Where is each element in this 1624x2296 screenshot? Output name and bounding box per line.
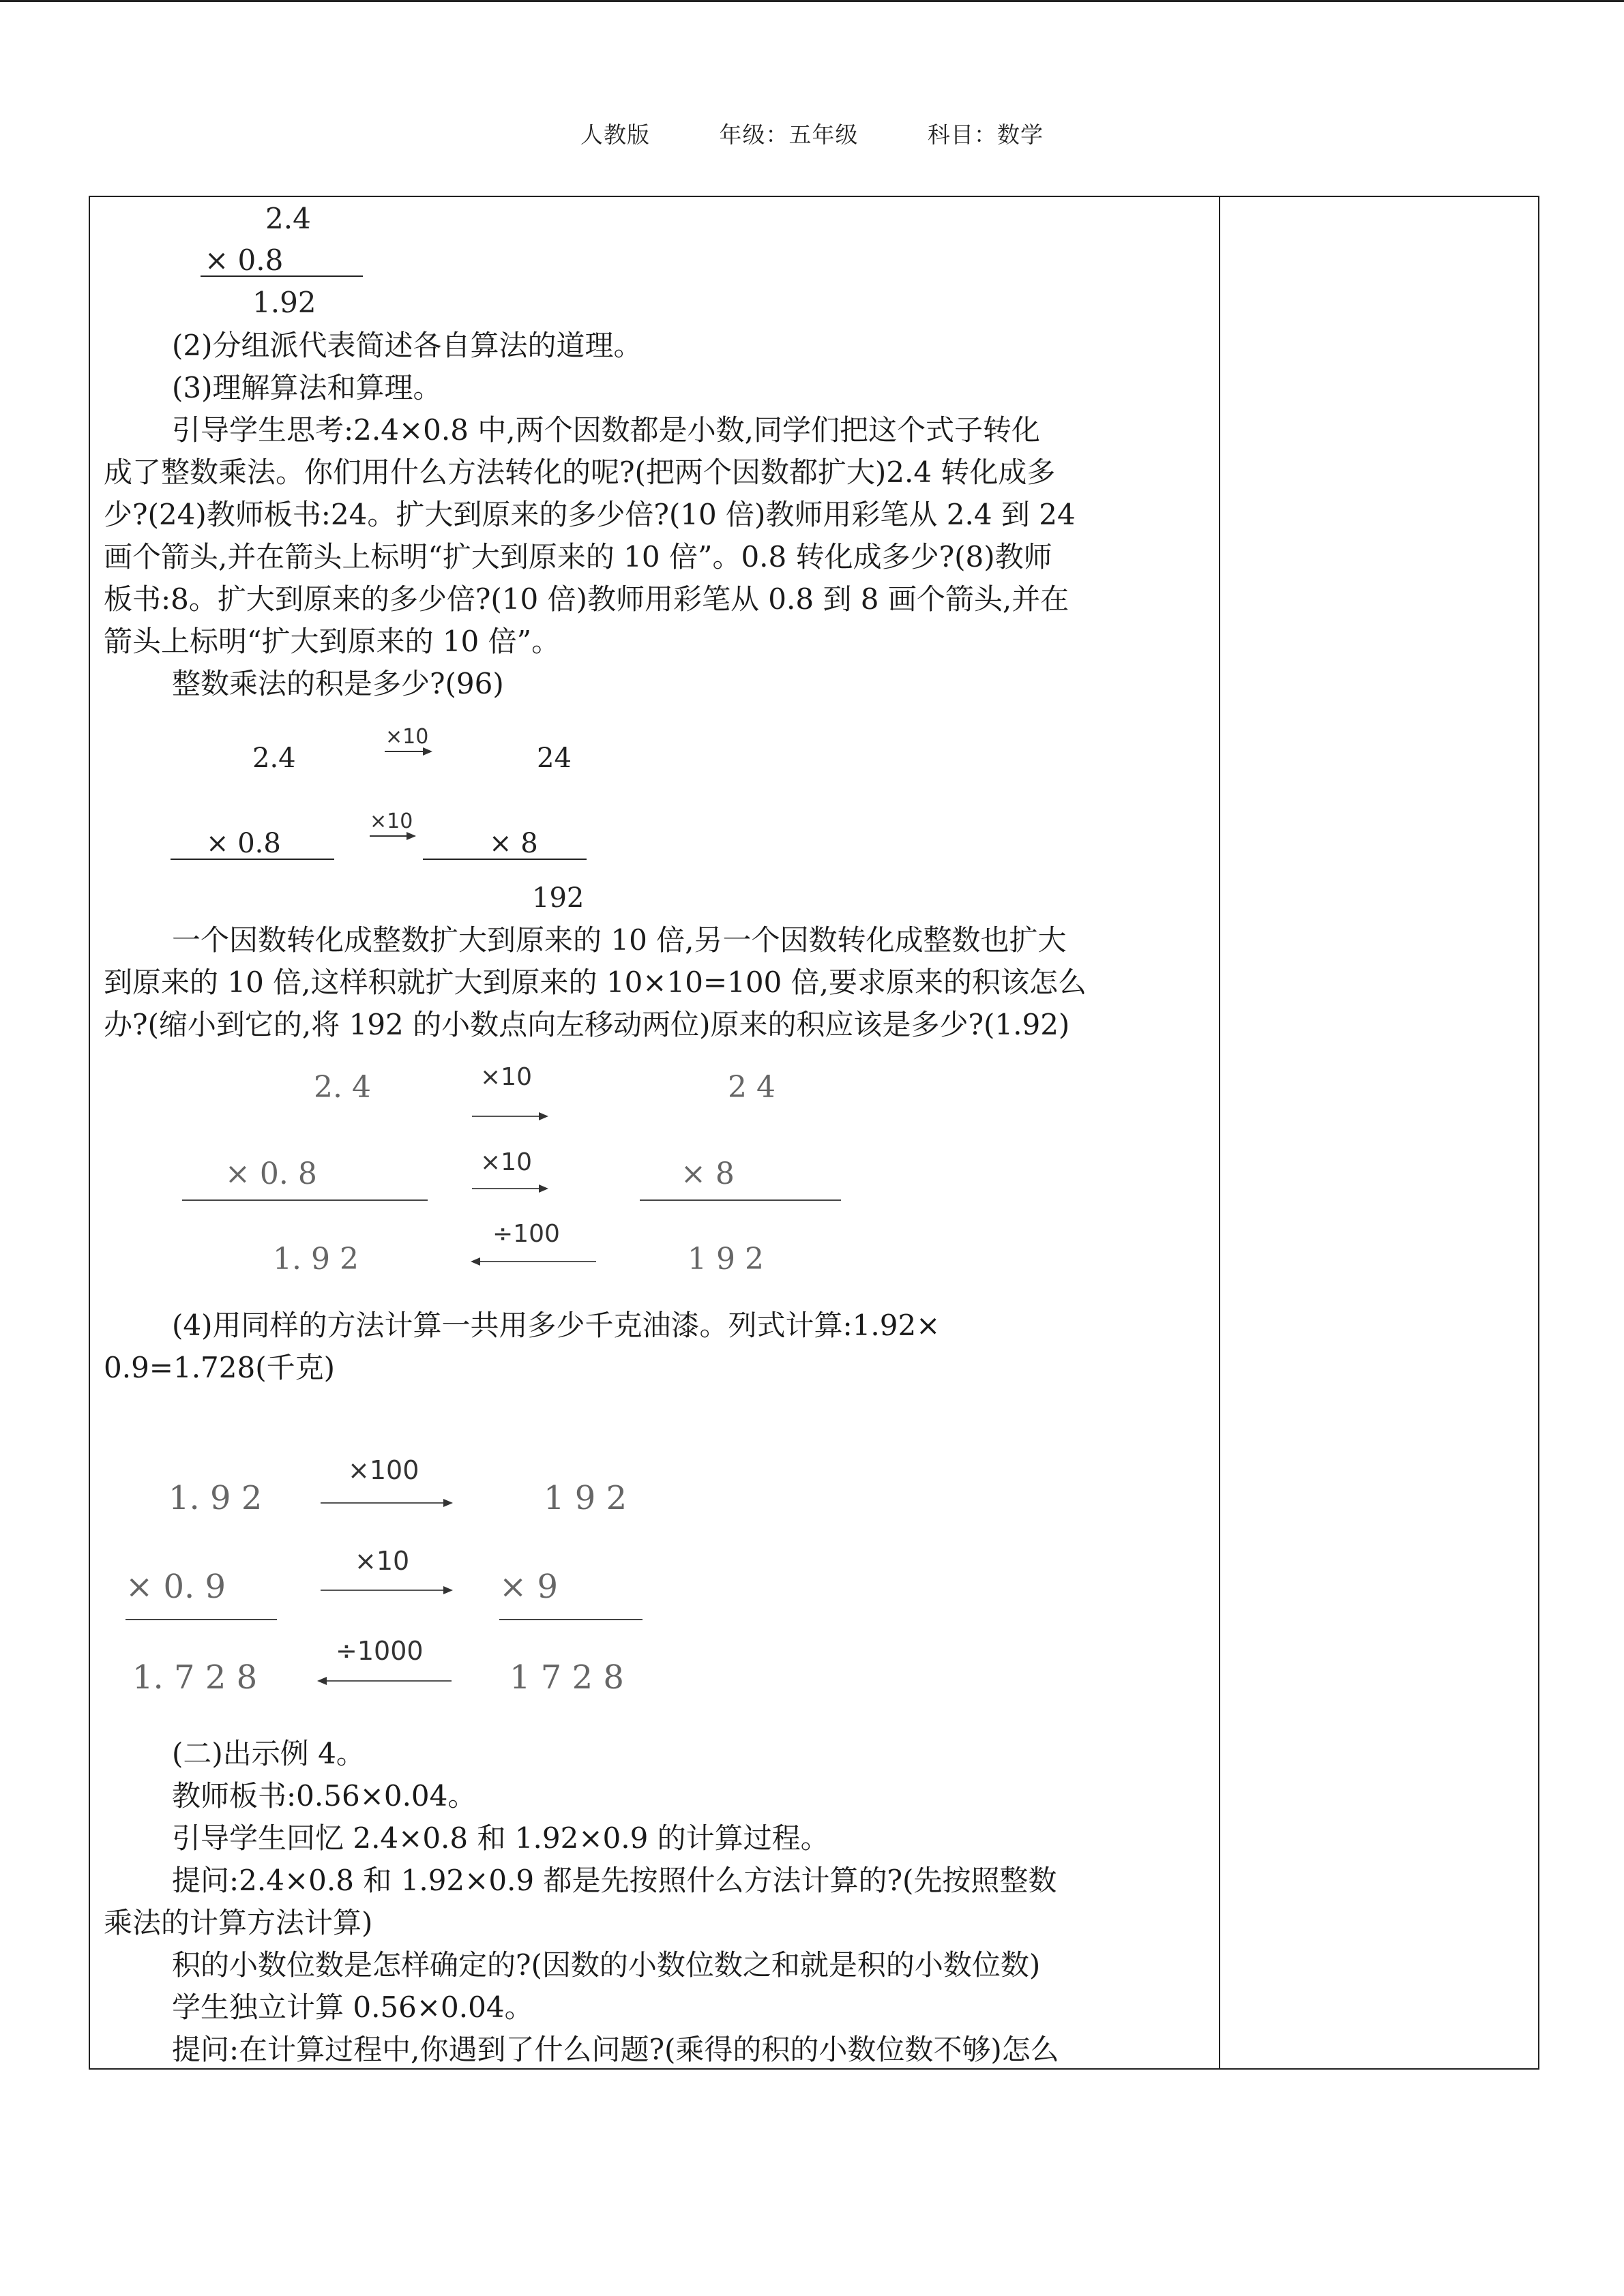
diagram1-factor-b: × 0.8: [206, 828, 281, 859]
paragraph-guide-line1: 引导学生思考:2.4×0.8 中,两个因数都是小数,同学们把这个式子转化: [172, 413, 1040, 447]
paragraph-question1-line1: 提问:2.4×0.8 和 1.92×0.9 都是先按照什么方法计算的?(先按照整数: [172, 1864, 1057, 1897]
diagram3-arrow1: [321, 1502, 452, 1504]
diagram1-rule-left: [171, 859, 334, 860]
paragraph-guide-line5: 板书:8。扩大到原来的多少倍?(10 倍)教师用彩笔从 0.8 到 8 画个箭头,并在: [104, 582, 1069, 616]
paragraph-explain-line3: 办?(缩小到它的,将 192 的小数点向左移动两位)原来的积应该是多少?(1.92): [104, 1008, 1070, 1041]
diagram2-arrow2: [472, 1188, 547, 1189]
lesson-content-cell: [90, 197, 1219, 2068]
diagram2-arrow1: [472, 1116, 547, 1117]
header-subject: 科目：数学: [928, 121, 1044, 148]
top-border-line: [0, 0, 1624, 2]
diagram3-factor-a: 1. 9 2: [168, 1479, 263, 1517]
diagram1-arrow1-label: ×10: [385, 725, 429, 749]
diagram3-product: 1. 7 2 8: [132, 1658, 258, 1697]
calc-top-product: 1.92: [252, 286, 316, 319]
diagram2-integer-b: × 8: [681, 1157, 735, 1191]
diagram2-rule-left: [182, 1199, 428, 1201]
diagram3-arrow2: [321, 1590, 452, 1591]
diagram2-integer-product: 1 9 2: [688, 1242, 764, 1277]
diagram3-factor-b: × 0. 9: [126, 1568, 226, 1606]
diagram1-arrow2: [370, 835, 415, 837]
diagram1-factor-a: 2.4: [252, 743, 296, 774]
diagram2-arrow3-label: ÷100: [492, 1220, 560, 1248]
diagram3-rule-right: [499, 1619, 643, 1620]
notes-column-cell: [1220, 197, 1539, 2068]
diagram2-product: 1. 9 2: [273, 1242, 359, 1277]
diagram1-integer-a: 24: [537, 743, 572, 774]
paragraph-explain-line2: 到原来的 10 倍,这样积就扩大到原来的 10×10=100 倍,要求原来的积该怎么: [104, 966, 1087, 999]
diagram3-integer-product: 1 7 2 8: [510, 1658, 624, 1697]
lesson-table: [89, 196, 1539, 2070]
paragraph-question1-line2: 乘法的计算方法计算): [104, 1906, 373, 1939]
header-edition: 人教版: [580, 121, 650, 148]
diagram1-arrow1: [385, 751, 431, 752]
diagram3-arrow3: [319, 1680, 452, 1682]
diagram1-rule-right: [423, 859, 587, 860]
diagram2-integer-a: 2 4: [728, 1070, 776, 1105]
diagram2-arrow1-label: ×10: [480, 1063, 532, 1091]
diagram1-arrow2-label: ×10: [370, 809, 413, 833]
paragraph-decimal-places: 积的小数位数是怎样确定的?(因数的小数位数之和就是积的小数位数): [172, 1948, 1041, 1982]
diagram2-arrow2-label: ×10: [480, 1148, 532, 1176]
paragraph-explain-line1: 一个因数转化成整数扩大到原来的 10 倍,另一个因数转化成整数也扩大: [172, 923, 1067, 957]
calc-top-rule: [201, 275, 363, 277]
diagram2-arrow3: [472, 1261, 596, 1262]
header-grade: 年级：五年级: [719, 121, 859, 148]
diagram3-integer-a: 1 9 2: [544, 1479, 628, 1517]
paragraph-guide-line4: 画个箭头,并在箭头上标明“扩大到原来的 10 倍”。0.8 转化成多少?(8)教师: [104, 540, 1052, 573]
calc-top-factor-a: 2.4: [265, 202, 311, 235]
diagram3-arrow2-label: ×10: [355, 1546, 410, 1576]
paragraph-question2: 提问:在计算过程中,你遇到了什么问题?(乘得的积的小数位数不够)怎么: [172, 2033, 1059, 2066]
diagram2-rule-right: [640, 1199, 841, 1201]
diagram2-factor-b: × 0. 8: [225, 1157, 317, 1191]
paragraph-step4-line1: (4)用同样的方法计算一共用多少千克油漆。列式计算:1.92×: [172, 1309, 941, 1342]
calc-top-factor-b: × 0.8: [205, 243, 284, 277]
paragraph-guide-line3: 少?(24)教师板书:24。扩大到原来的多少倍?(10 倍)教师用彩笔从 2.4 到 24: [104, 498, 1076, 531]
diagram2-factor-a: 2. 4: [314, 1070, 371, 1105]
paragraph-recall: 引导学生回忆 2.4×0.8 和 1.92×0.9 的计算过程。: [172, 1821, 829, 1855]
page-header: [0, 117, 1624, 149]
paragraph-guide-line6: 箭头上标明“扩大到原来的 10 倍”。: [104, 625, 561, 658]
paragraph-guide-line2: 成了整数乘法。你们用什么方法转化的呢?(把两个因数都扩大)2.4 转化成多: [104, 456, 1056, 489]
paragraph-integer-product: 整数乘法的积是多少?(96): [172, 667, 504, 700]
paragraph-step4-line2: 0.9=1.728(千克): [104, 1351, 335, 1384]
diagram3-rule-left: [126, 1619, 277, 1620]
paragraph-step3: (3)理解算法和算理。: [172, 371, 442, 404]
paragraph-board-write: 教师板书:0.56×0.04。: [172, 1779, 477, 1813]
paragraph-independent-calc: 学生独立计算 0.56×0.04。: [172, 1991, 533, 2024]
diagram1-integer-b: × 8: [489, 828, 538, 859]
diagram3-arrow1-label: ×100: [348, 1455, 419, 1485]
diagram1-product: 192: [532, 882, 585, 914]
diagram3-arrow3-label: ÷1000: [336, 1636, 424, 1666]
paragraph-example4: (二)出示例 4。: [172, 1737, 365, 1770]
paragraph-step2: (2)分组派代表简述各自算法的道理。: [172, 329, 643, 362]
diagram3-integer-b: × 9: [499, 1568, 559, 1606]
